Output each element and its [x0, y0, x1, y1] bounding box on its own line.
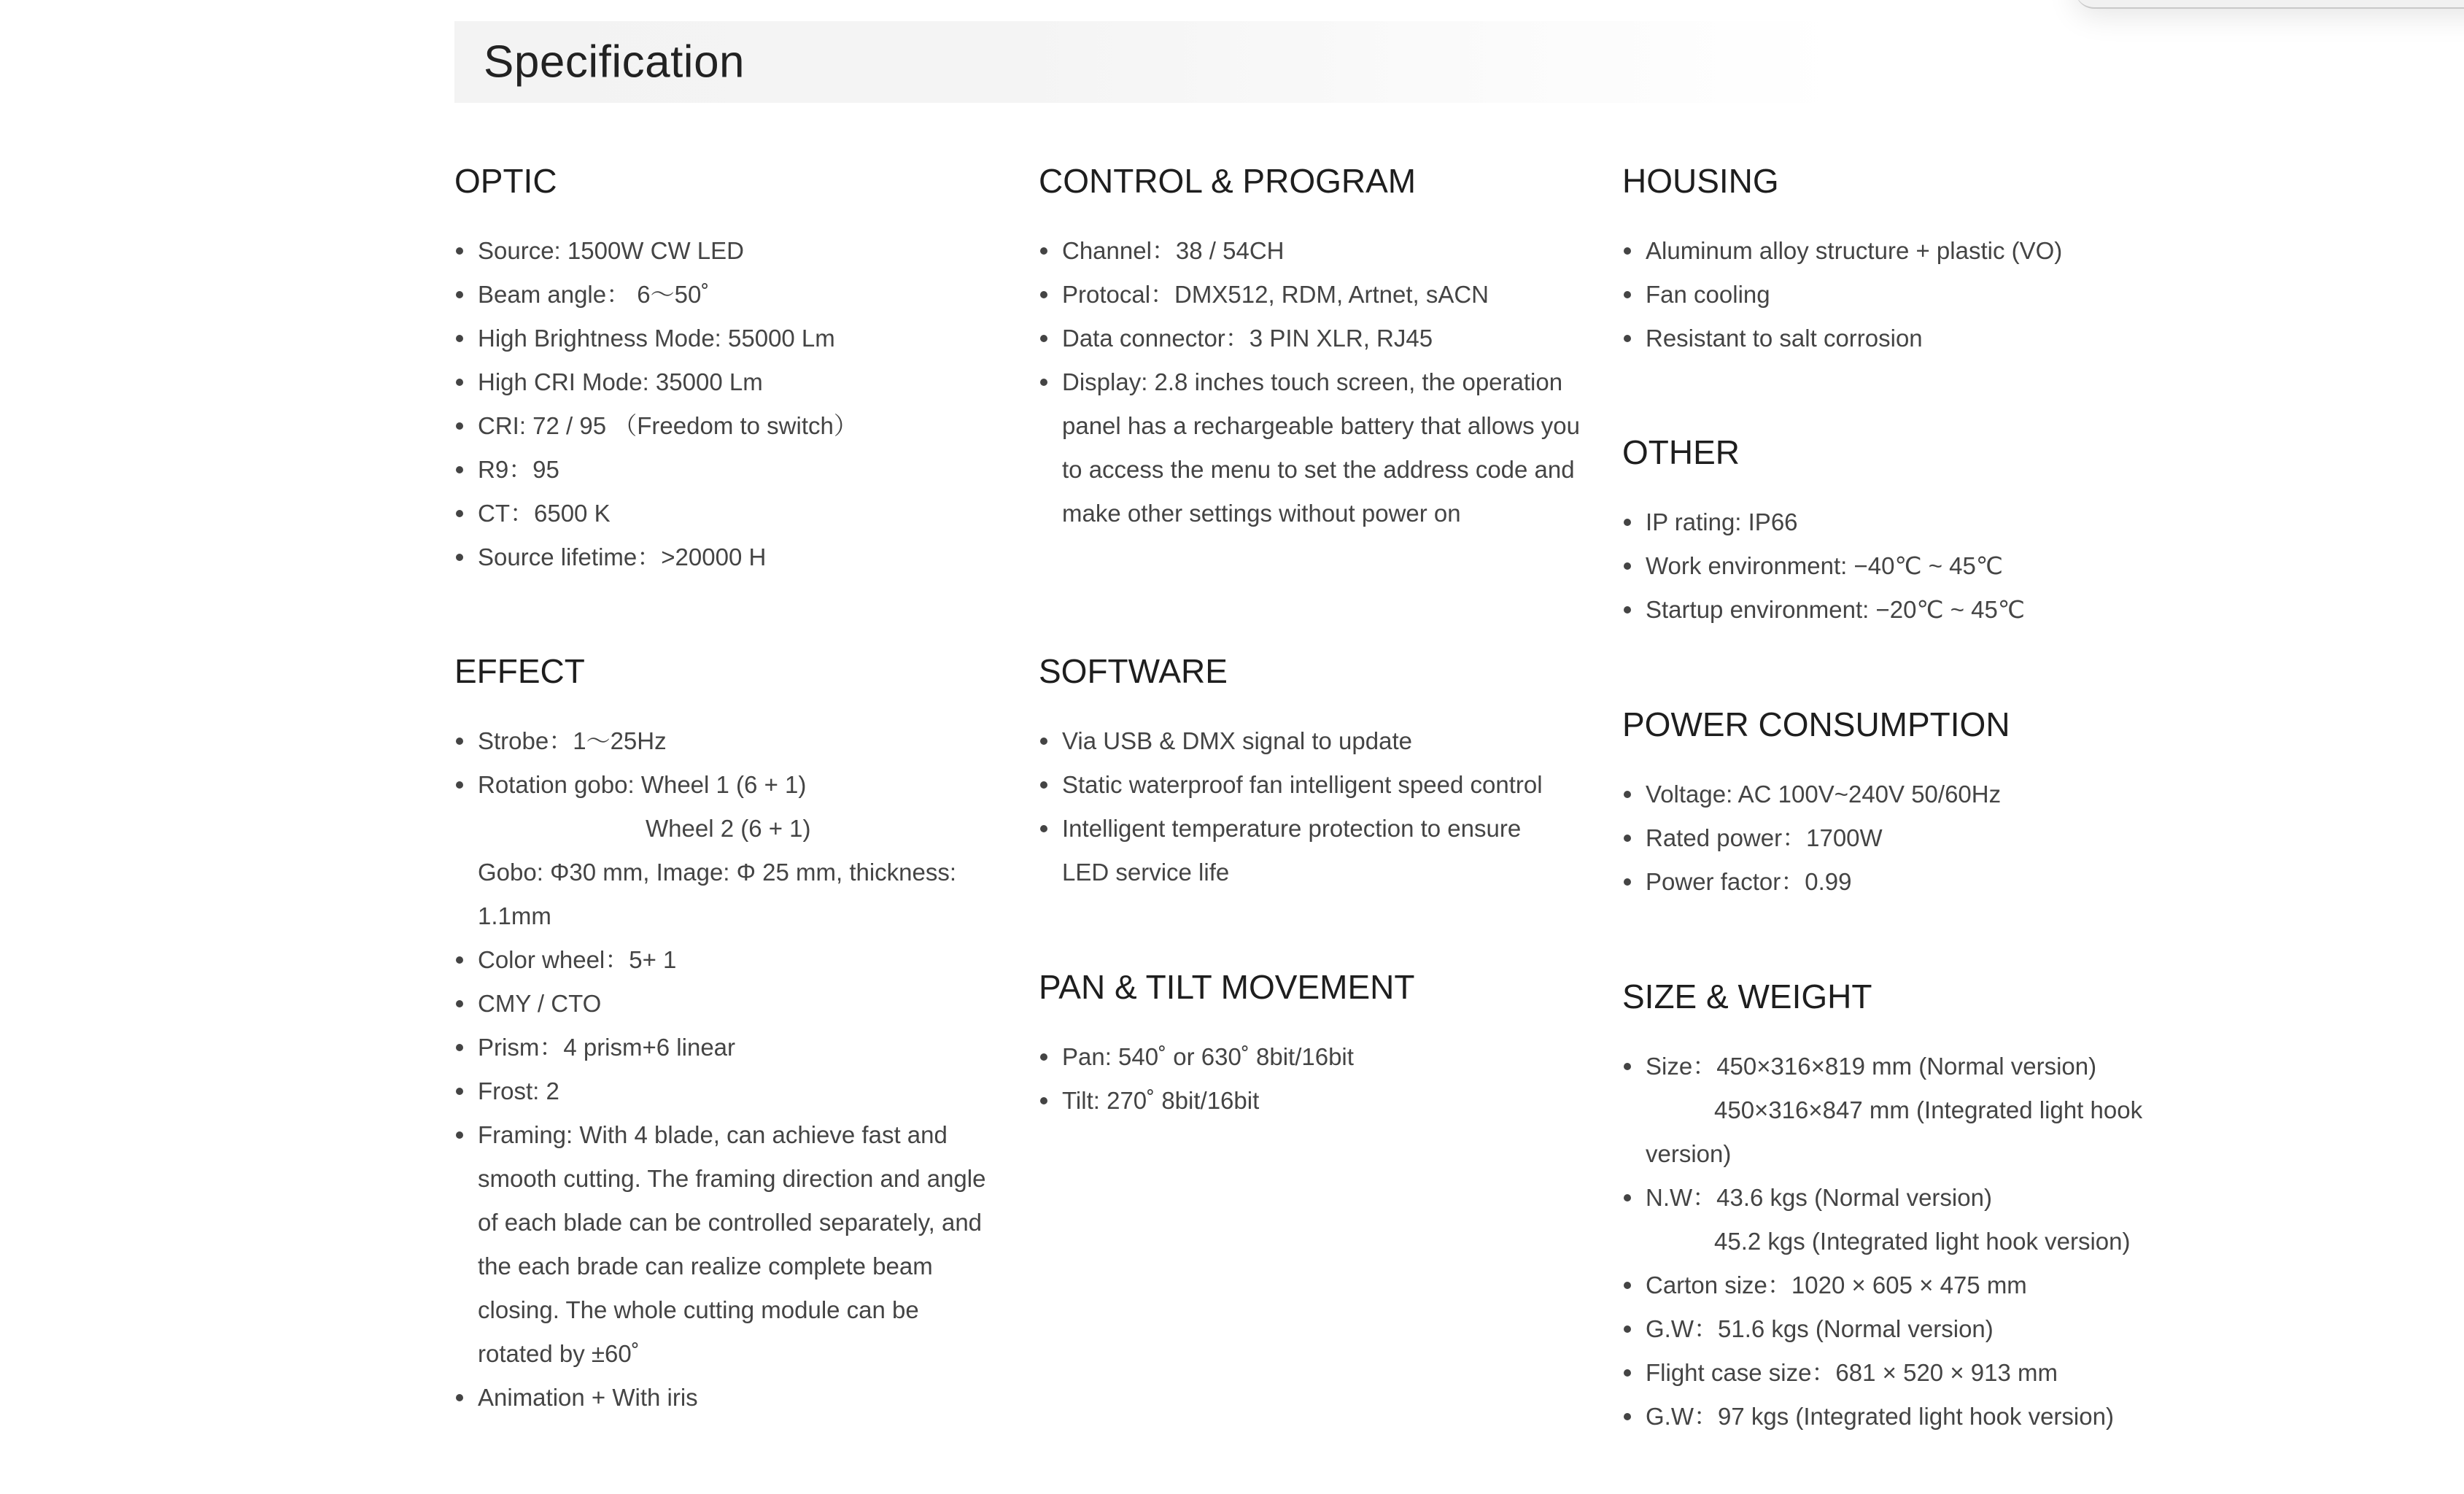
list-item: Work environment: −40℃ ~ 45℃: [1622, 544, 2169, 588]
list-item: Strobe：1～25Hz: [454, 719, 1002, 763]
list-item: Pan: 540˚ or 630˚ 8bit/16bit: [1039, 1035, 1586, 1079]
list-item: Carton size：1020 × 605 × 475 mm: [1622, 1263, 2206, 1307]
list-item: Frost: 2: [454, 1069, 1002, 1113]
spec-list: [454, 229, 1002, 579]
section-size-weight: [1622, 976, 2169, 1439]
list-item: Voltage: AC 100V~240V 50/60Hz: [1622, 773, 2169, 816]
list-item: Fan cooling: [1622, 273, 2169, 317]
specification-banner: [454, 21, 1840, 103]
section-effect: [454, 651, 1002, 1420]
continuation-text: Wheel 2 (6 + 1): [646, 815, 811, 842]
section-heading: CONTROL & PROGRAM: [1039, 162, 1417, 200]
list-item: Power factor：0.99: [1622, 860, 2169, 904]
list-item: Tilt: 270˚ 8bit/16bit: [1039, 1079, 1586, 1123]
list-item: CRI: 72 / 95 （Freedom to switch）: [454, 404, 1002, 448]
page-title: Specification: [484, 36, 745, 88]
list-item: High CRI Mode: 35000 Lm: [454, 360, 1002, 404]
list-item: CT：6500 K: [454, 492, 1002, 535]
list-item: Beam angle： 6～50˚: [454, 273, 1002, 317]
spec-list: [1039, 229, 1586, 535]
list-item: Display: 2.8 inches touch screen, the operation panel has a rechargeable battery that allows you to access the menu to set the address code and make other settings without power on: [1039, 360, 1586, 535]
list-item: Aluminum alloy structure + plastic (VO): [1622, 229, 2169, 273]
list-item-continuation: [1622, 1088, 2206, 1132]
list-item: Size：450×316×819 mm (Normal version): [1622, 1045, 2206, 1088]
list-item: G.W：97 kgs (Integrated light hook version): [1622, 1395, 2206, 1439]
list-item: Startup environment: −20℃ ~ 45℃: [1622, 588, 2169, 632]
list-item: Rated power：1700W: [1622, 816, 2169, 860]
section-housing: [1622, 160, 2169, 360]
list-item-continuation: [454, 807, 1002, 851]
list-item: Source: 1500W CW LED: [454, 229, 1002, 273]
list-item: Rotation gobo: Wheel 1 (6 + 1): [454, 763, 1002, 807]
list-item: High Brightness Mode: 55000 Lm: [454, 317, 1002, 360]
section-heading: EFFECT: [454, 652, 585, 690]
list-item-continuation: Gobo: Φ30 mm, Image: Φ 25 mm, thickness: 1.1mm: [478, 859, 957, 929]
list-item: R9：95: [454, 448, 1002, 492]
list-item: G.W：51.6 kgs (Normal version): [1622, 1307, 2206, 1351]
section-power-consumption: [1622, 704, 2169, 904]
spec-list: [1039, 1035, 1586, 1123]
list-item: Static waterproof fan intelligent speed control: [1039, 763, 1586, 807]
section-other: [1622, 432, 2169, 632]
spec-list: [1039, 719, 1586, 894]
list-item-continuation: version): [1646, 1140, 1732, 1167]
section-heading: SOFTWARE: [1039, 652, 1228, 690]
spec-list: [1622, 500, 2169, 632]
list-item: Intelligent temperature protection to ensure LED service life: [1039, 807, 1573, 894]
section-heading: OPTIC: [454, 162, 557, 200]
spec-list: [1622, 773, 2169, 904]
list-item: CMY / CTO: [454, 982, 1002, 1026]
list-item: Protocal：DMX512, RDM, Artnet, sACN: [1039, 273, 1586, 317]
section-heading: SIZE & WEIGHT: [1622, 978, 1872, 1015]
list-item: Channel：38 / 54CH: [1039, 229, 1586, 273]
list-item: Animation + With iris: [454, 1376, 1002, 1420]
list-item: Source lifetime：>20000 H: [454, 535, 1002, 579]
section-control-program: [1039, 160, 1586, 535]
list-item: IP rating: IP66: [1622, 500, 2169, 544]
list-item: Framing: With 4 blade, can achieve fast and smooth cutting. The framing direction and angle of each blade can be controlled separately, and the each brade can realize complete beam closing. The whole cutting module can be rotated by ±60˚: [454, 1113, 988, 1376]
list-item: Color wheel：5+ 1: [454, 938, 1002, 982]
list-item: Resistant to salt corrosion: [1622, 317, 2169, 360]
spec-list: [454, 719, 1002, 1420]
floating-panel-edge: [2075, 0, 2464, 9]
section-heading: POWER CONSUMPTION: [1622, 705, 2010, 743]
section-heading: PAN & TILT MOVEMENT: [1039, 968, 1415, 1006]
spec-list: [1622, 229, 2169, 360]
list-item: Flight case size：681 × 520 × 913 mm: [1622, 1351, 2206, 1395]
spec-list: [1622, 1045, 2206, 1439]
list-item-continuation: [1622, 1220, 2206, 1263]
section-heading: HOUSING: [1622, 162, 1779, 200]
continuation-text: 450×316×847 mm (Integrated light hook: [1714, 1096, 2143, 1123]
list-item: Prism：4 prism+6 linear: [454, 1026, 1002, 1069]
section-software: [1039, 651, 1586, 894]
continuation-text: 45.2 kgs (Integrated light hook version): [1714, 1228, 2131, 1255]
list-item: N.W：43.6 kgs (Normal version): [1622, 1176, 2206, 1220]
list-item: Data connector：3 PIN XLR, RJ45: [1039, 317, 1586, 360]
section-pan-tilt: [1039, 967, 1586, 1123]
list-item: Via USB & DMX signal to update: [1039, 719, 1586, 763]
section-heading: OTHER: [1622, 433, 1740, 471]
section-optic: [454, 160, 1002, 579]
